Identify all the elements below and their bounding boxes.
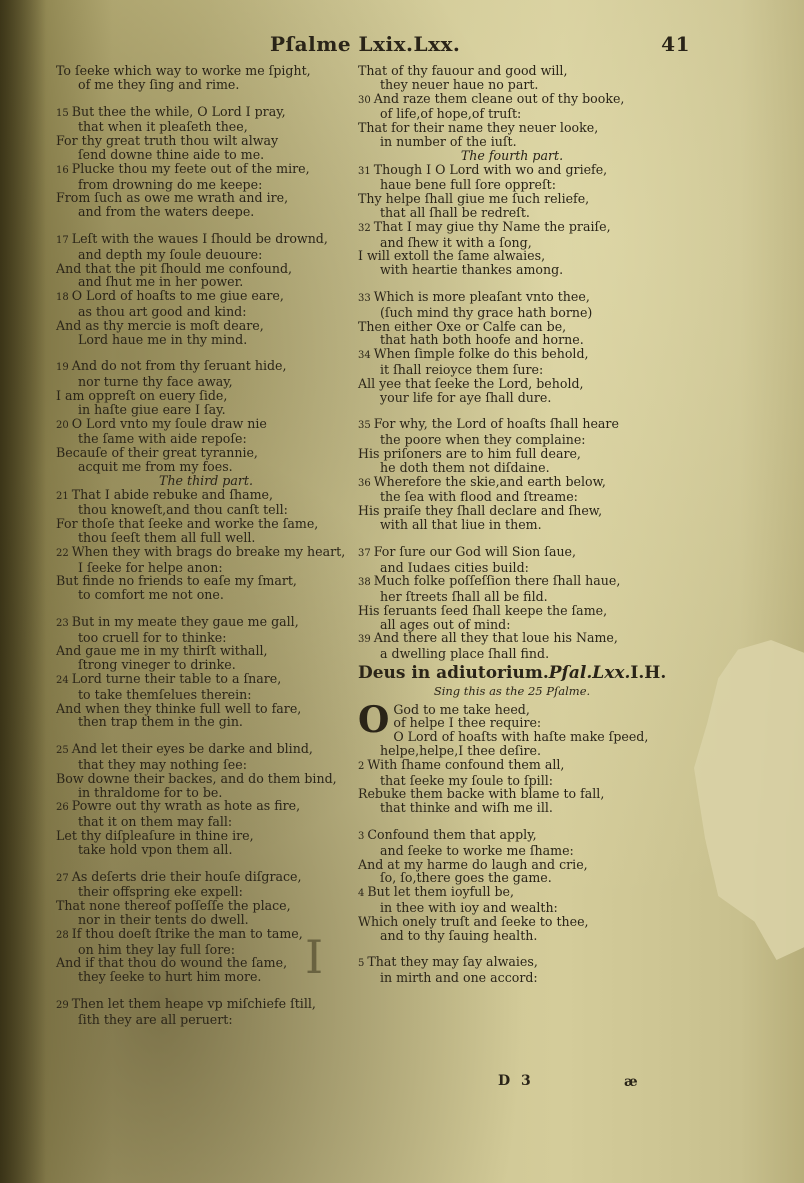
verse-line (358, 801, 666, 815)
verse-text: thou ſeeſt them all full well. (78, 529, 256, 545)
verse-line (56, 870, 356, 886)
verse-line (358, 730, 666, 744)
verse-line (358, 915, 666, 929)
verse-line (56, 275, 356, 289)
verse-line (56, 319, 356, 333)
verse-text: Thy helpe ſhall giue me ſuch reliefe, (358, 191, 590, 207)
verse-text: he doth them not diſdaine. (380, 459, 550, 475)
verse-line (358, 163, 666, 179)
verse-line (358, 290, 666, 306)
verse-text: O Lord of hoaſts to me giue eare, (71, 288, 284, 304)
verse-text: with all that liue in them. (380, 516, 542, 532)
verse-line (56, 178, 356, 192)
verse-text: But finde no friends to eaſe my ſmart, (56, 573, 297, 589)
verse-text: Let thy diſpleaſure in thine ire, (56, 828, 254, 844)
psalm-70-text (358, 698, 666, 986)
verse-line (358, 901, 666, 915)
verse-line (56, 333, 356, 347)
verse-line (358, 844, 666, 858)
gutter-shadow (0, 0, 46, 1183)
verse-text: nor turne thy face away, (78, 374, 233, 390)
verse-text: all ages out of mind: (380, 616, 511, 632)
verse-text: in haſte giue eare I ſay. (78, 401, 226, 417)
verse-text: her ſtreets ſhall all be fild. (380, 589, 548, 605)
verse-text: of life,of hope,of truſt: (380, 106, 522, 122)
verse-text: ſend downe thine aide to me. (78, 146, 265, 162)
verse-line (358, 377, 666, 391)
verse-text: His ſeruants ſeed ſhall keepe the ſame, (358, 602, 608, 618)
verse-line (358, 703, 666, 717)
verse-text: take hold vpon them all. (78, 841, 233, 857)
verse-line (56, 658, 356, 672)
verse-text: acquit me from my foes. (78, 458, 233, 474)
verse-text: and ſeeke to worke me ſhame: (380, 842, 574, 858)
verse-line (56, 488, 356, 504)
verse-text: And do not from thy ſeruant hide, (71, 358, 287, 374)
verse-number: 37 (358, 547, 371, 559)
verse-text: Wherefore the skie,and earth below, (373, 473, 606, 489)
psalm-70-reference: Pſal.Lxx. (548, 663, 631, 684)
verse-text: they neuer haue no part. (380, 76, 539, 92)
verse-number: 29 (56, 1000, 69, 1012)
verse-text: When they with brags do breake my heart, (71, 543, 346, 559)
verse-line (358, 929, 666, 943)
verse-line (56, 517, 356, 531)
verse-text: to take themſelues therein: (78, 686, 252, 702)
verse-text: on him they lay full ſore: (78, 941, 235, 957)
verse-line (358, 518, 666, 532)
verse-number: 18 (56, 292, 69, 304)
running-header (270, 32, 690, 62)
verse-text: Confound them that apply, (367, 827, 537, 843)
verse-text: Leſt with the waues I ſhould be drownd, (71, 230, 328, 246)
verse-line (358, 716, 666, 730)
verse-number: 22 (56, 547, 69, 559)
verse-text: That of thy fauour and good will, (358, 63, 568, 78)
verse-number: 39 (358, 634, 371, 646)
verse-number: 21 (56, 490, 69, 502)
verse-line (358, 758, 666, 774)
verse-line (358, 885, 666, 901)
verse-text: of helpe I thee require: (393, 715, 542, 731)
verse-text: For ſure our God will Sion ſaue, (373, 543, 577, 559)
verse-text: That they may ſay alwaies, (367, 954, 538, 970)
verse-line (358, 78, 666, 92)
verse-line (358, 347, 666, 363)
verse-line (56, 432, 356, 446)
verse-text: Plucke thou my feete out of the mire, (71, 160, 310, 176)
part-heading: The third part. (159, 472, 253, 488)
verse-line (56, 843, 356, 857)
verse-line (56, 644, 356, 658)
verse-text: God to me take heed, (393, 701, 530, 717)
verse-text: And there all they that loue his Name, (373, 630, 618, 646)
verse-text: ſith they are all peruert: (78, 1011, 233, 1027)
verse-line (56, 688, 356, 702)
verse-text: of me they ſing and rime. (78, 76, 240, 92)
verse-number: 27 (56, 872, 69, 884)
verse-number: 26 (56, 802, 69, 814)
verse-line (358, 135, 666, 149)
verse-line (56, 446, 356, 460)
verse-text: That for their name they neuer looke, (358, 120, 599, 136)
verse-text: And gaue me in my thirſt withall, (56, 643, 268, 659)
verse-number: 24 (56, 675, 69, 687)
verse-text: His praiſe they ſhall declare and ſhew, (358, 503, 603, 519)
verse-text: His priſoners are to him full deare, (358, 445, 581, 461)
verse-text: And as thy mercie is moſt deare, (56, 317, 264, 333)
verse-text: That I abide rebuke and ſhame, (71, 486, 274, 502)
verse-line (56, 531, 356, 545)
verse-line (56, 913, 356, 927)
verse-text: then trap them in the gin. (78, 714, 243, 730)
signature-mark: D 3 (498, 1073, 534, 1089)
verse-line (56, 715, 356, 729)
verse-text: Then let them heape vp miſchiefe ſtill, (71, 996, 316, 1012)
verse-line (358, 306, 666, 320)
verse-line (358, 433, 666, 447)
verse-line (56, 815, 356, 829)
verse-text: and ſhew it with a ſong, (380, 234, 532, 250)
verse-line (56, 134, 356, 148)
verse-text: With ſhame confound them all, (367, 756, 565, 772)
verse-line (358, 363, 666, 377)
verse-line (56, 588, 356, 602)
verse-number: 2 (358, 760, 365, 772)
verse-line (56, 191, 356, 205)
verse-text: that it on them may fall: (78, 814, 233, 830)
verse-text: O Lord vnto my ſoule draw nie (71, 415, 267, 431)
verse-line (358, 561, 666, 575)
verse-line (56, 359, 356, 375)
verse-line (358, 320, 666, 334)
verse-text: with heartie thankes among. (380, 262, 564, 278)
verse-line (56, 1013, 356, 1027)
verse-text: from drowning do me keepe: (78, 176, 263, 192)
verse-line (358, 504, 666, 518)
verse-text: and from the waters deepe. (78, 204, 255, 220)
verse-line (358, 121, 666, 135)
verse-line (358, 971, 666, 985)
verse-text: Then either Oxe or Calfe can be, (358, 318, 567, 334)
verse-line (56, 997, 356, 1013)
verse-line (56, 262, 356, 276)
verse-number: 28 (56, 929, 69, 941)
verse-text: I ſeeke for helpe anon: (78, 559, 223, 575)
left-column (56, 64, 356, 1027)
verse-number: 30 (358, 94, 371, 106)
verse-text: that all ſhall be redreſt. (380, 204, 530, 220)
verse-line (358, 178, 666, 192)
verse-text: and Iudaes cities build: (380, 559, 529, 575)
verse-text: helpe,helpe,I thee deſire. (380, 743, 541, 759)
verse-line (358, 461, 666, 475)
verse-text: that hath both hoofe and horne. (380, 332, 584, 348)
verse-line (56, 702, 356, 716)
verse-text: in thee with ioy and wealth: (380, 900, 558, 916)
verse-line (358, 417, 666, 433)
verse-text: That I may giue thy Name the praiſe, (373, 218, 611, 234)
verse-text: And that the pit ſhould me confound, (56, 260, 293, 276)
verse-line (358, 787, 666, 801)
verse-text: And let their eyes be darke and blind, (71, 741, 313, 757)
verse-text: a dwelling place ſhall find. (380, 646, 550, 662)
paper-tear (694, 640, 804, 960)
verse-line (56, 248, 356, 262)
verse-line (56, 561, 356, 575)
verse-text: (ſuch mind thy grace hath borne) (380, 304, 593, 320)
verse-line (358, 263, 666, 277)
verse-text: and to thy ſauing health. (380, 927, 538, 943)
printer-ornament: æ (624, 1074, 638, 1090)
verse-number: 32 (358, 222, 371, 234)
bleed-through-mark: I (305, 930, 324, 984)
verse-line (56, 742, 356, 758)
verse-text: and ſhut me in her power. (78, 274, 244, 290)
verse-text: To ſeeke which way to worke me ſpight, (56, 63, 311, 78)
verse-text: and depth my ſoule deuoure: (78, 246, 263, 262)
verse-line (56, 899, 356, 913)
verse-number: 3 (358, 831, 365, 843)
verse-text: When ſimple folke do this behold, (373, 346, 589, 362)
verse-line (358, 574, 666, 590)
tune-instruction: Sing this as the 25 Pſalme. (433, 683, 591, 698)
verse-text: nor in their tents do dwell. (78, 912, 249, 928)
drop-capital: O (358, 698, 390, 741)
verse-text: And raze them cleane out of thy booke, (373, 90, 625, 106)
verse-text: I am oppreſt on euery ſide, (56, 387, 228, 403)
verse-text: the ſea with flood and ſtreame: (380, 489, 578, 505)
verse-line (358, 631, 666, 647)
right-column (358, 64, 666, 985)
verse-text: the poore when they complaine: (380, 432, 586, 448)
verse-number: 5 (358, 958, 365, 970)
verse-text: that thinke and wiſh me ill. (380, 800, 553, 816)
verse-line (56, 232, 356, 248)
verse-text: Lord turne their table to a ſnare, (71, 671, 282, 687)
verse-line (56, 574, 356, 588)
verse-line (358, 828, 666, 844)
verse-text: Much folke poſſeſſion there ſhall haue, (373, 573, 621, 589)
verse-text: in thraldome for to be. (78, 784, 223, 800)
verse-text: it ſhall reioyce them ſure: (380, 361, 544, 377)
page-number: 41 (661, 32, 690, 56)
verse-text: the ſame with aide repoſe: (78, 431, 247, 447)
verse-text: as thou art good and kind: (78, 303, 247, 319)
verse-line (56, 162, 356, 178)
verse-text: O Lord of hoaſts with haſte make ſpeed, (393, 729, 649, 745)
verse-text: Though I O Lord with wo and griefe, (373, 161, 608, 177)
verse-line (358, 545, 666, 561)
verse-text: Bow downe their backes, and do them bind, (56, 770, 337, 786)
verse-number: 16 (56, 164, 69, 176)
verse-text: But thee the while, O Lord I pray, (71, 103, 286, 119)
verse-line (358, 774, 666, 788)
verse-text: ſtrong vineger to drinke. (78, 657, 236, 673)
verse-line (358, 236, 666, 250)
verse-line (358, 447, 666, 461)
verse-line (56, 758, 356, 772)
verse-text: And at my harme do laugh and crie, (358, 856, 588, 872)
verse-number: 4 (358, 888, 365, 900)
verse-text: to comfort me not one. (78, 587, 224, 603)
verse-line (56, 615, 356, 631)
verse-line (56, 503, 356, 517)
verse-number: 35 (358, 420, 371, 432)
verse-text: And when they thinke full well to fare, (56, 700, 302, 716)
verse-line (56, 786, 356, 800)
verse-text: For thy great truth thou wilt alway (56, 133, 279, 149)
verse-line (358, 107, 666, 121)
verse-line (56, 389, 356, 403)
verse-number: 38 (358, 577, 371, 589)
part-heading: The fourth part. (460, 147, 564, 163)
verse-line (358, 206, 666, 220)
verse-text: Which is more pleaſant vnto thee, (373, 288, 590, 304)
verse-text: Lord haue me in thy mind. (78, 331, 248, 347)
verse-line (56, 885, 356, 899)
verse-line (358, 333, 666, 347)
verse-line (56, 672, 356, 688)
verse-text: For thoſe that ſeeke and worke the ſame, (56, 516, 319, 532)
verse-text: For why, the Lord of hoaſts ſhall heare (373, 416, 619, 432)
verse-line (358, 744, 666, 758)
verse-text: From ſuch as owe me wrath and ire, (56, 190, 289, 206)
verse-line (358, 618, 666, 632)
verse-line (358, 590, 666, 604)
verse-text: If thou doeſt ſtrike the man to tame, (71, 925, 303, 941)
verse-text: All yee that ſeeke the Lord, behold, (358, 375, 584, 391)
verse-line (358, 871, 666, 885)
verse-number: 33 (358, 292, 371, 304)
verse-text: that ſeeke my ſoule to ſpill: (380, 772, 553, 788)
verse-text: Which onely truſt and ſeeke to thee, (358, 913, 589, 929)
verse-line (358, 490, 666, 504)
verse-line (56, 772, 356, 786)
verse-line (56, 545, 356, 561)
verse-number: 25 (56, 745, 69, 757)
verse-number: 34 (358, 350, 371, 362)
verse-text: too cruell for to thinke: (78, 629, 227, 645)
verse-line (56, 289, 356, 305)
verse-text: Becauſe of their great tyrannie, (56, 445, 258, 461)
verse-number: 15 (56, 107, 69, 119)
verse-line (358, 92, 666, 108)
verse-text: But let them ioyfull be, (367, 884, 514, 900)
verse-line (358, 64, 666, 78)
verse-text: that when it pleaſeth thee, (78, 119, 248, 135)
verse-text: As deſerts drie their houſe diſgrace, (71, 868, 302, 884)
verse-line (56, 631, 356, 645)
verse-number: 23 (56, 617, 69, 629)
verse-line (56, 64, 356, 78)
verse-text: Rebuke them backe with blame to fall, (358, 786, 605, 802)
running-title: Pſalme Lxix.Lxx. (270, 32, 461, 56)
psalm-70-heading (358, 663, 667, 684)
verse-line (56, 403, 356, 417)
verse-line (56, 148, 356, 162)
verse-line (358, 391, 666, 405)
verse-text: your life for aye ſhall dure. (380, 389, 552, 405)
verse-line (358, 220, 666, 236)
verse-line (56, 205, 356, 219)
verse-line (56, 460, 356, 474)
verse-line (56, 417, 356, 433)
verse-text: I will extoll the ſame alwaies, (358, 248, 546, 264)
verse-text: That none thereof poſſeſſe the place, (56, 898, 291, 914)
psalm-69-continuation (358, 64, 666, 661)
verse-text: in number of the iuſt. (380, 133, 517, 149)
verse-line (358, 647, 666, 661)
verse-line (56, 78, 356, 92)
verse-number: 17 (56, 234, 69, 246)
verse-line (358, 955, 666, 971)
verse-line (56, 375, 356, 389)
verse-line (358, 604, 666, 618)
verse-line (56, 105, 356, 121)
verse-line (56, 120, 356, 134)
verse-line (56, 799, 356, 815)
verse-text: that they may nothing ſee: (78, 757, 247, 773)
verse-text: they ſeeke to hurt him more. (78, 969, 262, 985)
verse-line (358, 858, 666, 872)
verse-number: 31 (358, 165, 371, 177)
verse-line (358, 475, 666, 491)
verse-text: thou knoweſt,and thou canſt tell: (78, 502, 288, 518)
verse-text: But in my meate they gaue me gall, (71, 613, 299, 629)
verse-line (358, 192, 666, 206)
verse-line (358, 249, 666, 263)
verse-text: haue bene full ſore oppreſt: (380, 177, 556, 193)
verse-line (56, 829, 356, 843)
verse-number: 19 (56, 362, 69, 374)
verse-text: ſo, ſo,there goes the game. (380, 870, 552, 886)
verse-text: in mirth and one accord: (380, 970, 538, 986)
psalm-70-title: Deus in adiutorium. (358, 663, 549, 684)
verse-text: Powre out thy wrath as hote as fire, (71, 798, 301, 814)
verse-number: 36 (358, 477, 371, 489)
verse-text: And if that thou do wound the ſame, (56, 955, 288, 971)
verse-number: 20 (56, 419, 69, 431)
verse-text: their offspring eke expell: (78, 884, 243, 900)
verse-line (56, 305, 356, 319)
psalm-70-author: I.H. (630, 663, 667, 684)
